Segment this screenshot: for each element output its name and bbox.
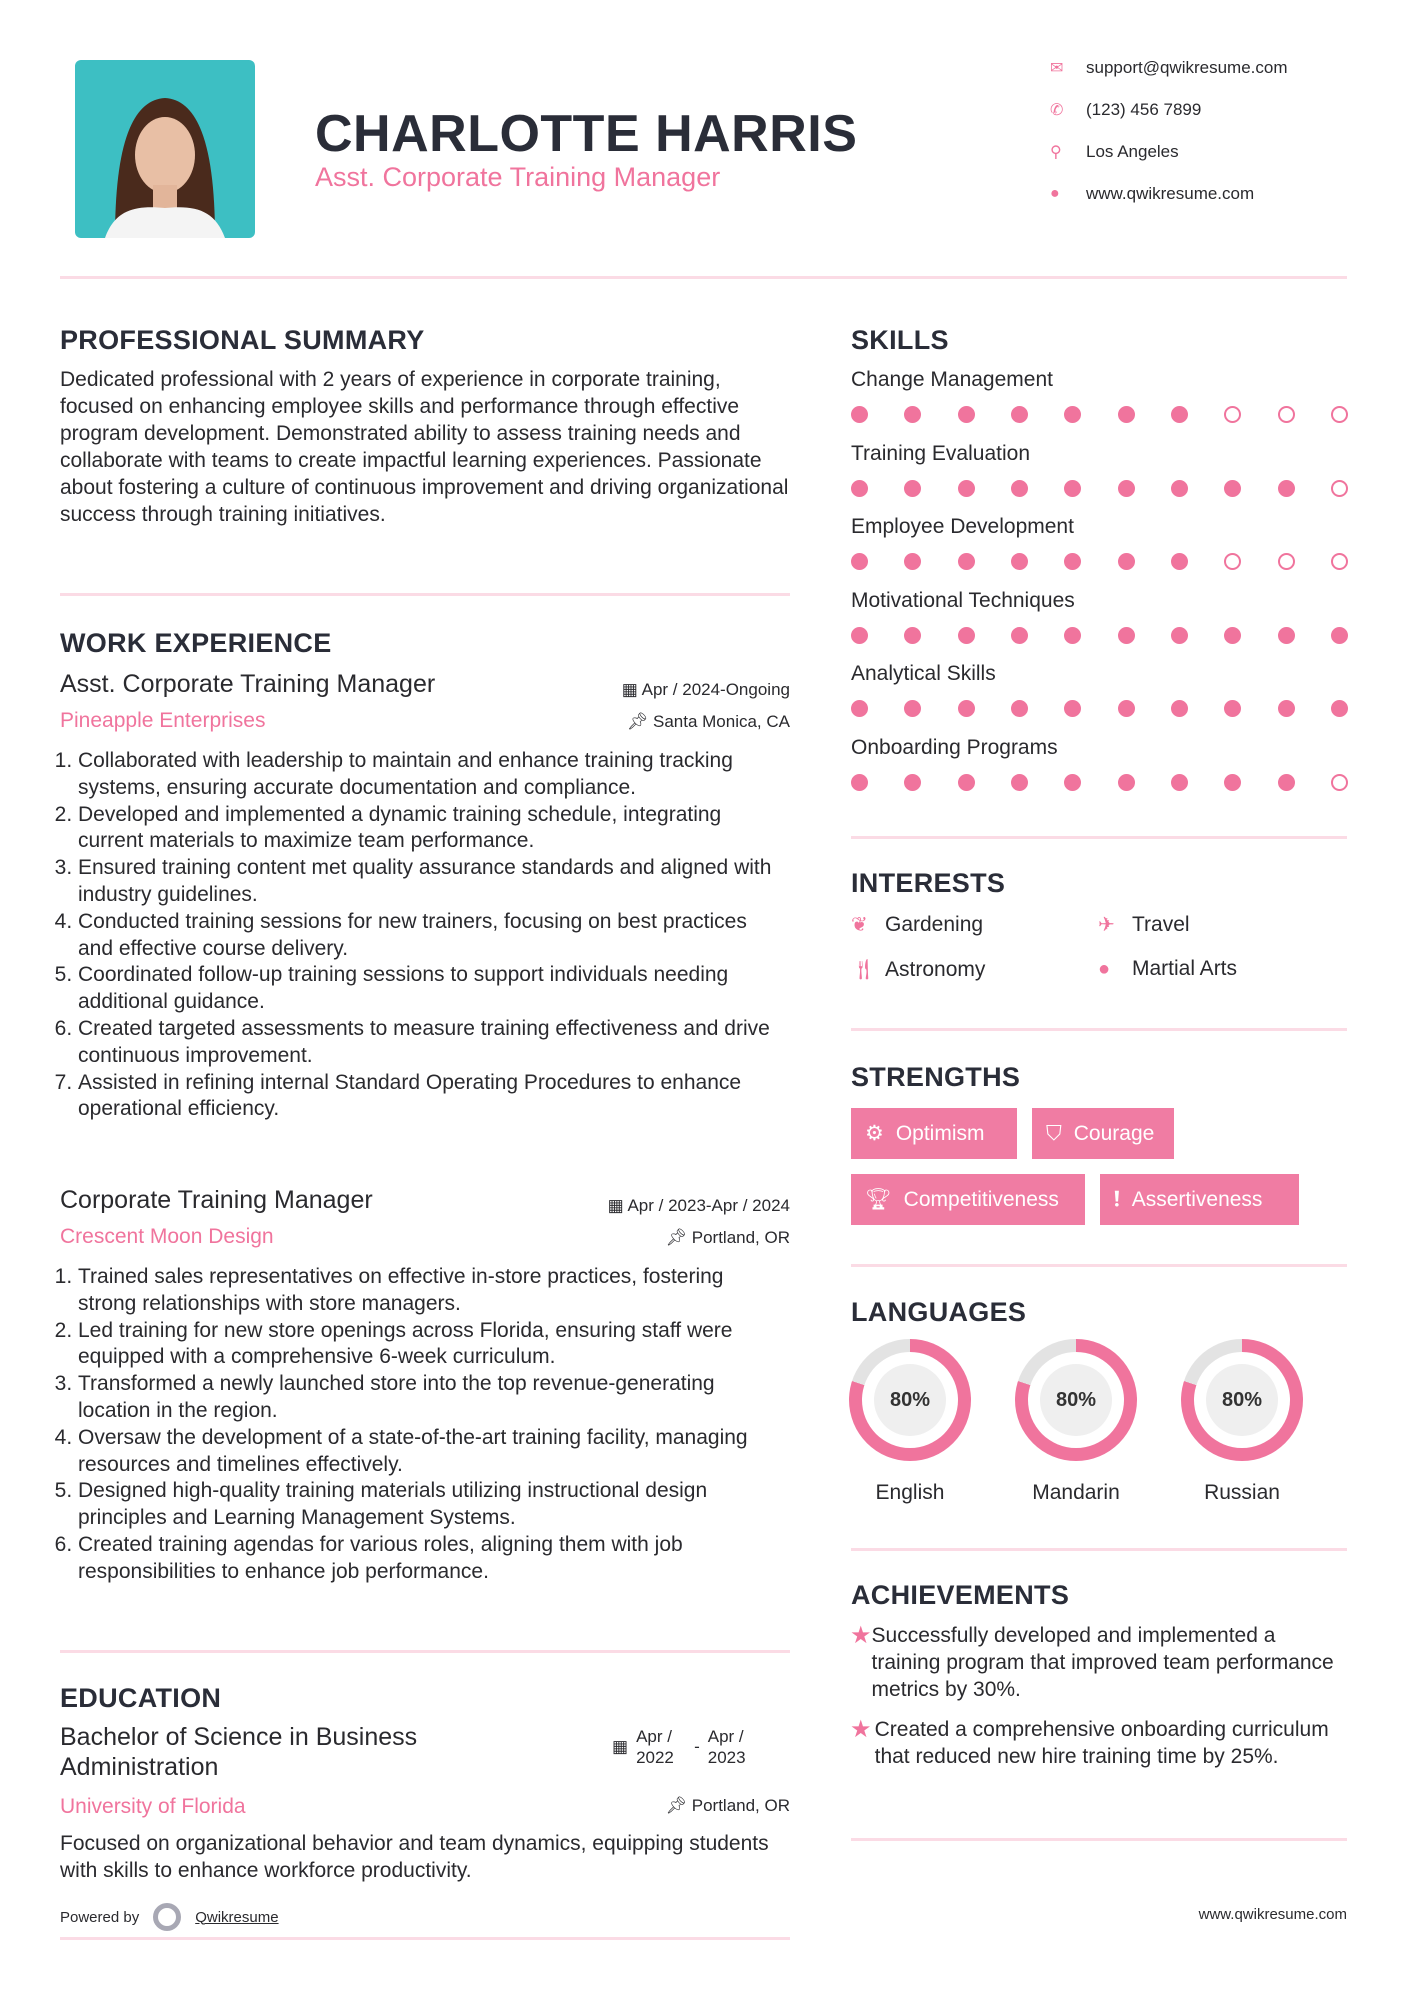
header-divider bbox=[60, 276, 1347, 279]
rating-dot-filled bbox=[851, 553, 868, 570]
rating-dot-filled bbox=[1171, 774, 1188, 791]
skill-name: Onboarding Programs bbox=[851, 735, 1058, 759]
skill-name: Training Evaluation bbox=[851, 441, 1030, 465]
strength-label: Competitiveness bbox=[903, 1187, 1059, 1211]
languages-heading: LANGUAGES bbox=[851, 1297, 1027, 1327]
rating-dot-empty bbox=[1331, 406, 1348, 423]
rating-dot-filled bbox=[904, 774, 921, 791]
profile-photo bbox=[75, 60, 255, 238]
language-name: Russian bbox=[1204, 1481, 1280, 1504]
rating-dot-filled bbox=[1224, 700, 1241, 717]
rating-dot-filled bbox=[1064, 774, 1081, 791]
skill-rating bbox=[851, 480, 1348, 497]
experience-heading: WORK EXPERIENCE bbox=[60, 628, 332, 658]
globe-icon: ● bbox=[1098, 957, 1111, 980]
leaf-icon: ❦ bbox=[851, 914, 868, 936]
candidate-title: Asst. Corporate Training Manager bbox=[315, 162, 721, 192]
rating-dot-filled bbox=[851, 774, 868, 791]
rating-dot-filled bbox=[1171, 406, 1188, 423]
star-icon: ★ bbox=[850, 1622, 872, 1649]
job-location bbox=[627, 712, 790, 732]
rating-dot-filled bbox=[1171, 700, 1188, 717]
skill-rating bbox=[851, 774, 1348, 791]
job-title: Asst. Corporate Training Manager bbox=[60, 670, 436, 698]
education-heading: EDUCATION bbox=[60, 1683, 222, 1713]
rating-dot-filled bbox=[1064, 553, 1081, 570]
bullet-item: 6. Created targeted assessments to measure training effectiveness and drive continuous improvement. bbox=[78, 1016, 780, 1070]
rating-dot-filled bbox=[904, 627, 921, 644]
school: University of Florida bbox=[60, 1795, 246, 1818]
rating-dot-filled bbox=[1171, 480, 1188, 497]
divider bbox=[851, 836, 1347, 839]
rating-dot-filled bbox=[1171, 553, 1188, 570]
bullet-item: 2. Developed and implemented a dynamic training schedule, integrating current materials to maximize team performance. bbox=[78, 802, 780, 856]
skill-rating bbox=[851, 700, 1348, 717]
bullet-item: 3. Ensured training content met quality assurance standards and aligned with industry guidelines. bbox=[78, 855, 780, 909]
skill-rating bbox=[851, 553, 1348, 570]
strength-label: Assertiveness bbox=[1131, 1187, 1263, 1211]
bullet-item: 5. Designed high-quality training materials utilizing instructional design principles and Learning Management Systems. bbox=[78, 1478, 780, 1532]
calendar-icon: ▦ bbox=[621, 680, 642, 699]
rating-dot-filled bbox=[1011, 480, 1028, 497]
skills-heading: SKILLS bbox=[851, 325, 949, 355]
language-progress-ring bbox=[849, 1339, 971, 1461]
date-separator: - bbox=[694, 1737, 700, 1756]
language-item bbox=[1015, 1339, 1137, 1505]
rating-dot-filled bbox=[1331, 700, 1348, 717]
rating-dot-filled bbox=[904, 553, 921, 570]
rating-dot-filled bbox=[851, 480, 868, 497]
skill-rating bbox=[851, 406, 1348, 423]
skill-name: Change Management bbox=[851, 368, 1053, 391]
achievement-item bbox=[850, 1622, 1347, 1703]
utensils-icon: 🍴︎ bbox=[851, 959, 877, 981]
contact-website[interactable] bbox=[1050, 184, 1254, 204]
contact-phone bbox=[1050, 100, 1201, 120]
skill-rating bbox=[851, 627, 1348, 644]
bullet-item: 5. Coordinated follow-up training sessions to support individuals needing additional guidance. bbox=[78, 962, 780, 1016]
degree: Bachelor of Science in Business Administration bbox=[60, 1723, 418, 1781]
rating-dot-filled bbox=[1064, 700, 1081, 717]
interest-label: Gardening bbox=[885, 912, 984, 936]
rating-dot-filled bbox=[1118, 480, 1135, 497]
job-date bbox=[608, 1196, 790, 1216]
divider bbox=[851, 1548, 1347, 1551]
start-date: Apr / 2022 bbox=[636, 1727, 674, 1767]
education-location bbox=[665, 1796, 790, 1816]
rating-dot-filled bbox=[1224, 774, 1241, 791]
rating-dot-filled bbox=[1224, 627, 1241, 644]
gear-icon: ⚙ bbox=[865, 1122, 884, 1145]
contact-email[interactable] bbox=[1050, 58, 1288, 78]
location-text: Los Angeles bbox=[1086, 142, 1179, 161]
trophy-icon: 🏆︎ bbox=[865, 1187, 892, 1211]
star-icon: ★ bbox=[850, 1716, 872, 1743]
job-title: Corporate Training Manager bbox=[60, 1186, 373, 1214]
rating-dot-empty bbox=[1224, 553, 1241, 570]
achievement-item bbox=[850, 1716, 1347, 1770]
rating-dot-filled bbox=[904, 700, 921, 717]
contact-location bbox=[1050, 142, 1179, 162]
bullet-item: 1. Collaborated with leadership to maintain and enhance training tracking systems, ensuring accurate documentation and compliance. bbox=[78, 748, 780, 802]
rating-dot-filled bbox=[1011, 627, 1028, 644]
rating-dot-filled bbox=[1011, 406, 1028, 423]
rating-dot-filled bbox=[958, 700, 975, 717]
achievement-text: Successfully developed and implemented a training program that improved team performance metrics by 30%. bbox=[871, 1624, 1334, 1701]
language-progress-ring bbox=[1015, 1339, 1137, 1461]
rating-dot-filled bbox=[1331, 627, 1348, 644]
divider bbox=[60, 1650, 790, 1653]
rating-dot-filled bbox=[958, 406, 975, 423]
strength-badge bbox=[851, 1108, 1017, 1159]
interests-heading: INTERESTS bbox=[851, 868, 1006, 898]
strength-badge bbox=[1100, 1174, 1299, 1225]
rating-dot-filled bbox=[1118, 406, 1135, 423]
qwikresume-logo-icon bbox=[153, 1903, 181, 1931]
rating-dot-empty bbox=[1278, 406, 1295, 423]
date-text: Apr / 2024-Ongoing bbox=[641, 680, 790, 699]
calendar-icon: ▦ bbox=[607, 1196, 628, 1215]
bullet-item: 7. Assisted in refining internal Standard Operating Procedures to enhance operational efficiency. bbox=[78, 1070, 780, 1124]
rating-dot-filled bbox=[1011, 700, 1028, 717]
calendar-icon: ▦ bbox=[612, 1737, 629, 1756]
job-date bbox=[622, 680, 790, 700]
rating-dot-filled bbox=[1064, 627, 1081, 644]
interest-label: Astronomy bbox=[885, 957, 986, 981]
rating-dot-filled bbox=[851, 406, 868, 423]
divider bbox=[851, 1264, 1347, 1267]
location-text: Portland, OR bbox=[691, 1228, 790, 1247]
rating-dot-filled bbox=[1278, 627, 1295, 644]
divider bbox=[60, 1937, 790, 1940]
divider bbox=[851, 1028, 1347, 1031]
rating-dot-empty bbox=[1278, 553, 1295, 570]
rating-dot-filled bbox=[1064, 480, 1081, 497]
language-percent: 80% bbox=[1206, 1364, 1278, 1436]
interest-travel bbox=[1098, 912, 1190, 937]
rating-dot-empty bbox=[1224, 406, 1241, 423]
powered-by-text: Powered by bbox=[60, 1908, 140, 1926]
education-text: Focused on organizational behavior and team dynamics, equipping students with skills to enhance workforce productivity. bbox=[60, 1832, 769, 1882]
job-location bbox=[665, 1228, 790, 1248]
rating-dot-filled bbox=[851, 700, 868, 717]
rating-dot-filled bbox=[1118, 627, 1135, 644]
bullet-item: 4. Conducted training sessions for new trainers, focusing on best practices and effective course delivery. bbox=[78, 909, 780, 963]
rating-dot-filled bbox=[1011, 553, 1028, 570]
strength-label: Courage bbox=[1073, 1121, 1155, 1145]
bullet-item: 4. Oversaw the development of a state-of-the-art training facility, managing resources and timelines effectively. bbox=[78, 1425, 780, 1479]
date-text: Apr / 2023-Apr / 2024 bbox=[627, 1196, 790, 1215]
rating-dot-filled bbox=[1278, 774, 1295, 791]
language-name: English bbox=[875, 1481, 945, 1504]
interest-astronomy bbox=[851, 957, 985, 982]
achievements-heading: ACHIEVEMENTS bbox=[851, 1580, 1070, 1610]
strength-badge bbox=[1032, 1108, 1174, 1159]
pin-icon: 📌︎ bbox=[626, 712, 653, 731]
bullet-item: 1. Trained sales representatives on effective in-store practices, fostering strong relationships with store managers. bbox=[78, 1264, 780, 1318]
job-bullets bbox=[60, 748, 780, 1123]
rating-dot-empty bbox=[1331, 480, 1348, 497]
map-marker-icon: ⚲ bbox=[1050, 144, 1062, 161]
rating-dot-filled bbox=[1278, 700, 1295, 717]
interest-label: Travel bbox=[1132, 912, 1190, 936]
rating-dot-filled bbox=[958, 480, 975, 497]
rating-dot-filled bbox=[958, 774, 975, 791]
rating-dot-filled bbox=[1011, 774, 1028, 791]
skill-name: Motivational Techniques bbox=[851, 588, 1075, 612]
rating-dot-filled bbox=[904, 406, 921, 423]
interest-martial-arts bbox=[1098, 957, 1237, 981]
job-company: Crescent Moon Design bbox=[60, 1225, 274, 1248]
summary-heading: PROFESSIONAL SUMMARY bbox=[60, 325, 425, 355]
powered-by bbox=[60, 1903, 279, 1931]
globe-icon: ● bbox=[1050, 185, 1060, 202]
divider bbox=[851, 1838, 1347, 1841]
website-text: www.qwikresume.com bbox=[1086, 184, 1255, 203]
pin-icon: 📌︎ bbox=[665, 1228, 692, 1247]
rating-dot-filled bbox=[1118, 553, 1135, 570]
rating-dot-filled bbox=[958, 627, 975, 644]
rating-dot-filled bbox=[1118, 774, 1135, 791]
bullet-item: 6. Created training agendas for various roles, aligning them with job responsibilities to enhance job performance. bbox=[78, 1532, 780, 1586]
rating-dot-empty bbox=[1331, 774, 1348, 791]
language-progress-ring bbox=[1181, 1339, 1303, 1461]
exclamation-icon: ❗︎ bbox=[1114, 1187, 1120, 1211]
job-company: Pineapple Enterprises bbox=[60, 709, 266, 732]
phone-text: (123) 456 7899 bbox=[1086, 100, 1202, 119]
strengths-heading: STRENGTHS bbox=[851, 1062, 1021, 1092]
language-item bbox=[1181, 1339, 1303, 1505]
pin-icon: 📌︎ bbox=[665, 1796, 692, 1815]
job-bullets bbox=[60, 1264, 780, 1586]
bullet-item: 3. Transformed a newly launched store into the top revenue-generating location in the region. bbox=[78, 1371, 780, 1425]
language-name: Mandarin bbox=[1032, 1481, 1120, 1504]
footer-url[interactable]: www.qwikresume.com bbox=[1198, 1906, 1347, 1923]
rating-dot-filled bbox=[851, 627, 868, 644]
bullet-item: 2. Led training for new store openings across Florida, ensuring staff were equipped with a comprehensive 6-week curriculum. bbox=[78, 1318, 780, 1372]
rating-dot-filled bbox=[1278, 480, 1295, 497]
end-date: Apr / 2023 bbox=[707, 1727, 746, 1767]
summary-text: Dedicated professional with 2 years of experience in corporate training, focused on enhancing employee skills and performance through effective program development. Demonstrated ability to assess training needs and collaborate with teams to create impactful learning experiences. Passionate about fostering a culture of continuous improvement and driving organizational success through training initiatives. bbox=[60, 368, 789, 526]
skill-name: Employee Development bbox=[851, 515, 1074, 538]
envelope-icon: ✉ bbox=[1050, 60, 1064, 77]
strength-label: Optimism bbox=[895, 1121, 985, 1145]
rating-dot-filled bbox=[1171, 627, 1188, 644]
interest-gardening bbox=[851, 912, 983, 937]
plane-icon: ✈ bbox=[1098, 914, 1115, 936]
rating-dot-filled bbox=[958, 553, 975, 570]
location-text: Santa Monica, CA bbox=[652, 712, 790, 731]
candidate-name: CHARLOTTE HARRIS bbox=[315, 105, 858, 163]
language-item bbox=[849, 1339, 971, 1505]
email-text: support@qwikresume.com bbox=[1086, 58, 1288, 77]
location-text: Portland, OR bbox=[691, 1796, 790, 1815]
strength-badge bbox=[851, 1174, 1085, 1225]
rating-dot-filled bbox=[904, 480, 921, 497]
shield-icon: ⛉ bbox=[1046, 1121, 1062, 1145]
language-percent: 80% bbox=[1040, 1364, 1112, 1436]
divider bbox=[60, 593, 790, 596]
phone-icon: ✆ bbox=[1050, 102, 1064, 119]
skill-name: Analytical Skills bbox=[851, 662, 996, 685]
achievement-text: Created a comprehensive onboarding curriculum that reduced new hire training time by 25%. bbox=[874, 1718, 1329, 1768]
rating-dot-filled bbox=[1118, 700, 1135, 717]
rating-dot-filled bbox=[1064, 406, 1081, 423]
qwikresume-link[interactable]: Qwikresume bbox=[195, 1908, 279, 1926]
language-percent: 80% bbox=[874, 1364, 946, 1436]
education-date bbox=[612, 1726, 758, 1768]
rating-dot-filled bbox=[1224, 480, 1241, 497]
interest-label: Martial Arts bbox=[1132, 957, 1238, 980]
rating-dot-empty bbox=[1331, 553, 1348, 570]
